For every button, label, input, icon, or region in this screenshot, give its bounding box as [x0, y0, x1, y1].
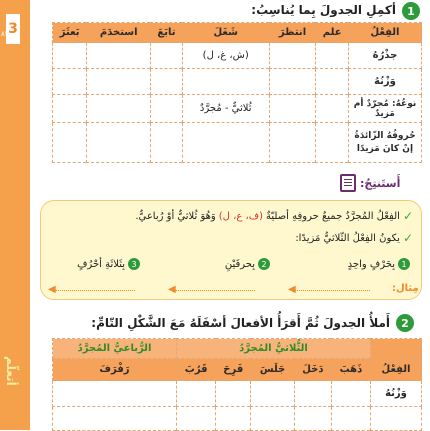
- table-cell[interactable]: [151, 69, 183, 95]
- table-cell[interactable]: [294, 381, 331, 407]
- table-cell: (ش، غ، ل): [182, 43, 269, 69]
- column-header: استخدَمَ: [87, 23, 151, 43]
- exercise-1-badge: 1: [402, 2, 420, 20]
- rule-text-end: وَهُوَ ثُلاثيٌّ أوْ رُباعيٌّ.: [135, 210, 216, 222]
- root-letters: (ف، ع، ل): [218, 210, 263, 222]
- chapter-number: 3: [6, 14, 20, 44]
- table-cell[interactable]: [151, 123, 183, 163]
- table-header-verb: الفِعْلُ: [349, 23, 422, 43]
- table-cell[interactable]: [87, 95, 151, 123]
- row-label: نوعُهُ: مُجرّدٌ أم مَزيدٌ: [349, 95, 422, 123]
- table-header-verb: الفِعْلُ: [371, 359, 422, 381]
- answer-line[interactable]: [175, 290, 255, 291]
- conclude-label: أَستَنتِجُ:: [360, 176, 401, 190]
- table-cell[interactable]: [87, 43, 151, 69]
- arrow-left-icon: ◀: [48, 284, 56, 295]
- table-cell[interactable]: [316, 43, 349, 69]
- verb-cell: جَلَسَ: [251, 359, 295, 381]
- rule-text: الفِعْلُ المُجرَّدُ جميعُ حروفِهِ أصليّةٌ: [265, 210, 400, 222]
- group-triliteral-header: الثُّلاثيُّ المُجرَّدُ: [176, 339, 370, 359]
- row-label: حُروفُهُ الزّائدَةُ إنْ كانَ مَزيدًا: [349, 123, 422, 163]
- table-cell[interactable]: [87, 123, 151, 163]
- rule-line-2: [295, 231, 413, 245]
- option-text: بِثَلاثَةِ أحْرُفٍ: [77, 258, 125, 270]
- option-text: بِحَرْفٍ واحِدٍ: [347, 258, 395, 270]
- exercise-1-table: [52, 22, 422, 163]
- rule-text: يكونُ الفِعْلُ الثّلاثيُّ مَزيدًا:: [295, 232, 400, 244]
- table-cell[interactable]: [53, 381, 177, 407]
- option-2: [225, 258, 270, 270]
- column-header: شَغَلَ: [182, 23, 269, 43]
- column-header: علم: [316, 23, 349, 43]
- section-side-label: أتعلّم: [4, 356, 18, 386]
- column-header: انتظرَ: [269, 23, 316, 43]
- option-number: 1: [398, 258, 410, 270]
- conclude-heading: [340, 174, 400, 192]
- verb-cell: رَفْرَفَ: [53, 359, 177, 381]
- answer-line[interactable]: [295, 290, 370, 291]
- table-cell: ثُلاثيٌّ - مُجرَّدٌ: [182, 95, 269, 123]
- table-cell: [371, 407, 422, 431]
- exercise-1-instruction: أكمِلِ الجدولَ بِما يُناسِبُ:: [251, 3, 396, 17]
- table-cell[interactable]: [53, 69, 87, 95]
- verb-cell: فَرِحَ: [216, 359, 251, 381]
- table-cell[interactable]: [316, 69, 349, 95]
- example-label: مِثال:: [392, 283, 419, 294]
- verb-cell: دَخَلَ: [294, 359, 331, 381]
- verb-cell: ذَهَبَ: [331, 359, 370, 381]
- arrow-left-icon: ◀: [168, 284, 176, 295]
- clipboard-icon: [340, 174, 356, 192]
- rule-line-1: [135, 209, 413, 223]
- table-cell[interactable]: [87, 69, 151, 95]
- check-icon: ✓: [402, 231, 413, 245]
- column-header: بَعثَرَ: [53, 23, 87, 43]
- table-cell[interactable]: [176, 407, 215, 431]
- table-cell[interactable]: [53, 407, 177, 431]
- option-1: [348, 258, 410, 270]
- table-cell[interactable]: [176, 381, 215, 407]
- arrow-left-icon: ◀: [288, 284, 296, 295]
- row-label: وَزْنُهُ: [349, 69, 422, 95]
- chapter-sidebar: [0, 0, 30, 430]
- exercise-2-instruction: أَملأُ الجدولَ ثُمَّ أَقرَأُ الأفعالَ أسْفَلَهُ مَعَ الشَّكْلِ التّامِّ:: [91, 316, 390, 330]
- table-cell[interactable]: [331, 381, 370, 407]
- table-corner: [371, 339, 422, 359]
- table-cell[interactable]: [316, 95, 349, 123]
- table-cell[interactable]: [53, 43, 87, 69]
- table-cell[interactable]: [251, 407, 295, 431]
- rule-note-box: [40, 200, 422, 300]
- table-cell[interactable]: [151, 95, 183, 123]
- option-3: [77, 258, 140, 270]
- table-cell[interactable]: [151, 43, 183, 69]
- table-cell[interactable]: [269, 123, 316, 163]
- group-quadriliteral-header: الرُّباعيُّ المُجرَّدُ: [53, 339, 177, 359]
- table-cell[interactable]: [269, 43, 316, 69]
- table-cell[interactable]: [182, 123, 269, 163]
- table-cell[interactable]: [294, 407, 331, 431]
- option-number: 3: [128, 258, 140, 270]
- option-number: 2: [258, 258, 270, 270]
- column-header: تابَعَ: [151, 23, 183, 43]
- table-cell[interactable]: [331, 407, 370, 431]
- check-icon: ✓: [402, 209, 413, 223]
- row-label: جذْرُهُ: [349, 43, 422, 69]
- page-reference: ٨٢: [1, 30, 9, 38]
- table-cell[interactable]: [53, 95, 87, 123]
- row-label: وَزْنُهُ: [371, 381, 422, 407]
- table-cell[interactable]: [251, 381, 295, 407]
- option-text: بِحرفَيْنِ: [224, 258, 255, 270]
- table-cell[interactable]: [216, 381, 251, 407]
- table-cell[interactable]: [269, 95, 316, 123]
- verb-cell: قَرُبَ: [176, 359, 215, 381]
- table-cell[interactable]: [182, 69, 269, 95]
- exercise-2-table: [52, 338, 422, 431]
- table-cell[interactable]: [53, 123, 87, 163]
- exercise-2-badge: 2: [396, 314, 414, 332]
- table-cell[interactable]: [216, 407, 251, 431]
- table-cell[interactable]: [269, 69, 316, 95]
- answer-line[interactable]: [55, 290, 135, 291]
- table-cell[interactable]: [316, 123, 349, 163]
